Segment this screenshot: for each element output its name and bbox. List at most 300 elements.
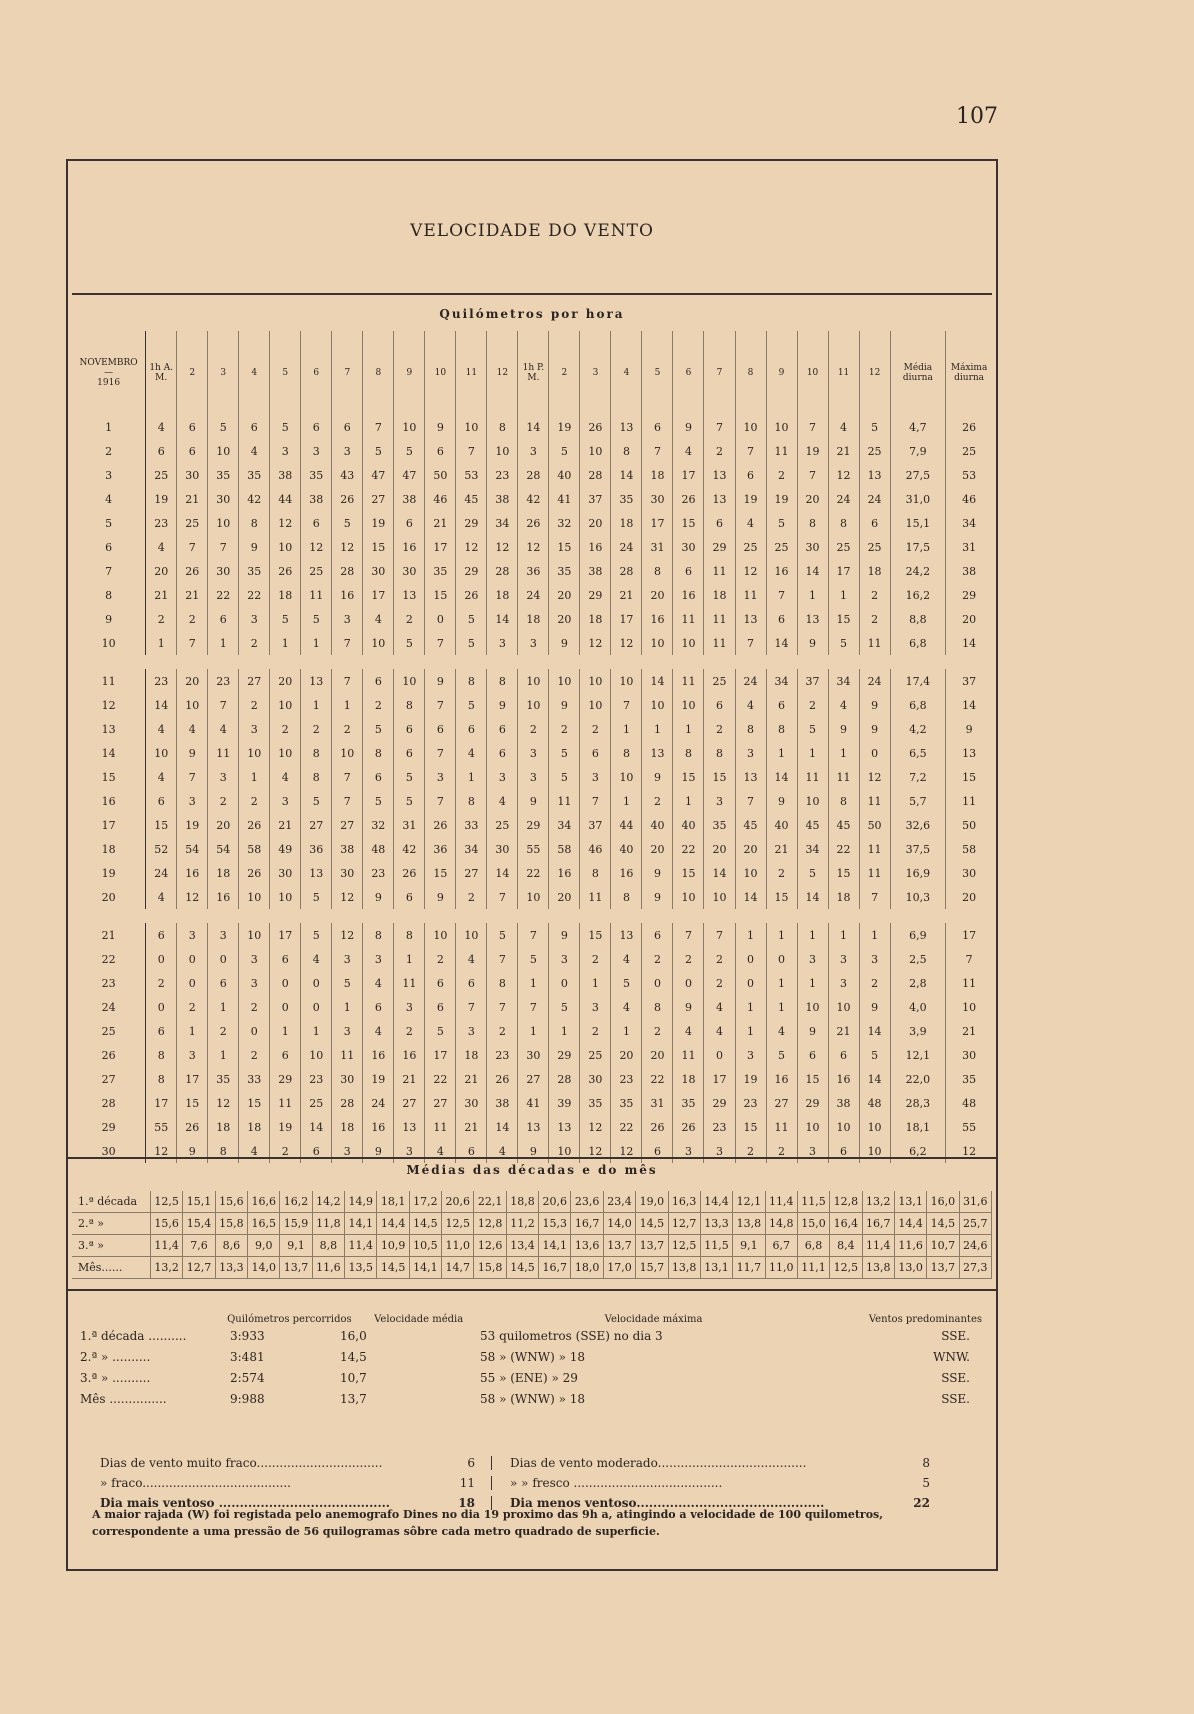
hour-value: 21 xyxy=(270,813,301,837)
day-cell: 28 xyxy=(72,1091,146,1115)
hour-value: 26 xyxy=(425,813,456,837)
maxima-value: 58 xyxy=(962,842,977,856)
table-row xyxy=(72,885,992,909)
hour-value: 5 xyxy=(859,415,890,439)
decada-value: 18,8 xyxy=(506,1191,538,1213)
hour-header: 2 xyxy=(549,331,580,415)
hour-value: 2 xyxy=(394,607,425,631)
hour-value: 13 xyxy=(611,415,642,439)
hour-value: 3 xyxy=(332,1139,363,1163)
hour-value: 2 xyxy=(177,995,208,1019)
decada-value: 14,1 xyxy=(409,1257,441,1279)
hour-value: 2 xyxy=(146,607,177,631)
table-row xyxy=(72,813,992,837)
hour-value: 46 xyxy=(580,837,611,861)
hour-value: 12 xyxy=(580,1139,611,1163)
hour-header: 6 xyxy=(301,331,332,415)
stats-left-value: 11 xyxy=(459,1476,475,1490)
hour-value: 12 xyxy=(580,1115,611,1139)
hour-value: 26 xyxy=(177,559,208,583)
hour-value: 1 xyxy=(301,693,332,717)
hour-value: 4 xyxy=(146,535,177,559)
summary-header xyxy=(72,1301,992,1325)
table-row xyxy=(72,535,992,559)
hour-value: 7 xyxy=(580,789,611,813)
hour-value: 6 xyxy=(146,923,177,947)
hour-value: 33 xyxy=(456,813,487,837)
hour-value: 4 xyxy=(363,607,394,631)
hour-value: 6 xyxy=(425,971,456,995)
hour-value: 34 xyxy=(766,669,797,693)
hour-value: 1 xyxy=(828,741,859,765)
hour-value: 21 xyxy=(828,439,859,463)
hour-value: 18 xyxy=(518,607,549,631)
hour-value: 12 xyxy=(456,535,487,559)
hour-value: 9 xyxy=(363,885,394,909)
decada-value: 13,3 xyxy=(700,1213,732,1235)
hour-value: 7 xyxy=(487,947,518,971)
hour-value: 10 xyxy=(394,415,425,439)
hour-value: 33 xyxy=(239,1067,270,1091)
summary-vento: SSE. xyxy=(941,1328,970,1343)
summary-block xyxy=(72,1301,992,1409)
hour-value: 15 xyxy=(239,1091,270,1115)
media-value: 7,2 xyxy=(890,765,946,789)
hour-value: 10 xyxy=(332,741,363,765)
hour-value: 6 xyxy=(363,765,394,789)
hour-value: 17 xyxy=(642,511,673,535)
maxima-value: 25 xyxy=(962,444,977,458)
hour-value: 6 xyxy=(177,439,208,463)
hour-value: 9 xyxy=(642,861,673,885)
hour-value: 8 xyxy=(394,923,425,947)
day-cell: 11 xyxy=(72,669,146,693)
hour-value: 1 xyxy=(301,1019,332,1043)
hour-value: 6 xyxy=(766,607,797,631)
hour-value: 12 xyxy=(518,535,549,559)
hour-value: 6 xyxy=(146,789,177,813)
hour-value: 7 xyxy=(518,923,549,947)
hour-value: 4 xyxy=(828,693,859,717)
hour-value: 4 xyxy=(239,1139,270,1163)
hour-value: 26 xyxy=(456,583,487,607)
decada-value: 11,4 xyxy=(345,1235,377,1257)
decada-value: 12,8 xyxy=(474,1213,506,1235)
decada-max: 24,6 xyxy=(959,1235,991,1257)
decada-value: 22,1 xyxy=(474,1191,506,1213)
hour-value: 8 xyxy=(797,511,828,535)
hour-value: 25 xyxy=(301,559,332,583)
hour-value: 17 xyxy=(146,1091,177,1115)
day-cell: 21 xyxy=(72,923,146,947)
hour-value: 50 xyxy=(425,463,456,487)
hour-value: 20 xyxy=(704,837,735,861)
hour-value: 11 xyxy=(766,439,797,463)
decada-value: 8,6 xyxy=(215,1235,247,1257)
hour-value: 10 xyxy=(239,885,270,909)
hour-value: 14 xyxy=(487,607,518,631)
decada-value: 6,8 xyxy=(797,1235,829,1257)
hour-value: 5 xyxy=(549,741,580,765)
hour-value: 23 xyxy=(487,463,518,487)
hour-value: 13 xyxy=(518,1115,549,1139)
hour-value: 29 xyxy=(704,1091,735,1115)
hour-value: 15 xyxy=(797,1067,828,1091)
hour-header: 12 xyxy=(487,331,518,415)
hour-value: 42 xyxy=(239,487,270,511)
hour-value: 28 xyxy=(332,1091,363,1115)
hour-value: 12 xyxy=(177,885,208,909)
hour-value: 6 xyxy=(208,607,239,631)
hour-value: 7 xyxy=(456,995,487,1019)
hour-value: 8 xyxy=(146,1043,177,1067)
day-cell: 15 xyxy=(72,765,146,789)
hour-value: 4 xyxy=(704,995,735,1019)
media-value: 37,5 xyxy=(890,837,946,861)
decada-row xyxy=(72,1213,992,1235)
hour-value: 34 xyxy=(487,511,518,535)
stats-right xyxy=(492,1476,930,1490)
hour-value: 26 xyxy=(394,861,425,885)
hour-value: 25 xyxy=(301,1091,332,1115)
hour-value: 23 xyxy=(735,1091,766,1115)
hour-value: 1 xyxy=(549,1019,580,1043)
hour-value: 8 xyxy=(487,669,518,693)
hour-header: 7 xyxy=(704,331,735,415)
hour-value: 13 xyxy=(859,463,890,487)
hour-value: 8 xyxy=(766,717,797,741)
hour-value: 12 xyxy=(332,923,363,947)
hour-value: 5 xyxy=(549,439,580,463)
hour-value: 14 xyxy=(487,1115,518,1139)
decada-value: 17,0 xyxy=(603,1257,635,1279)
hour-header: 8 xyxy=(363,331,394,415)
media-value: 28,3 xyxy=(890,1091,946,1115)
hour-value: 16 xyxy=(363,1043,394,1067)
hour-value: 3 xyxy=(549,947,580,971)
hour-value: 10 xyxy=(797,789,828,813)
table-row xyxy=(72,1115,992,1139)
hour-value: 8 xyxy=(673,741,704,765)
hour-value: 14 xyxy=(704,861,735,885)
hour-value: 2 xyxy=(859,583,890,607)
hour-value: 6 xyxy=(394,885,425,909)
hour-value: 42 xyxy=(518,487,549,511)
hour-value: 2 xyxy=(146,971,177,995)
hour-value: 5 xyxy=(363,789,394,813)
hour-value: 4 xyxy=(611,947,642,971)
media-value: 17,5 xyxy=(890,535,946,559)
hour-value: 7 xyxy=(332,631,363,655)
hour-value: 58 xyxy=(239,837,270,861)
hour-value: 6 xyxy=(301,511,332,535)
maxima-value: 9 xyxy=(965,722,973,736)
hour-value: 45 xyxy=(797,813,828,837)
hour-value: 26 xyxy=(487,1067,518,1091)
hour-value: 16 xyxy=(394,535,425,559)
hour-value: 10 xyxy=(611,669,642,693)
hour-value: 41 xyxy=(518,1091,549,1115)
hour-value: 6 xyxy=(456,971,487,995)
hour-value: 24 xyxy=(735,669,766,693)
hour-value: 40 xyxy=(642,813,673,837)
hour-value: 2 xyxy=(239,1043,270,1067)
hour-value: 3 xyxy=(208,923,239,947)
hour-value: 9 xyxy=(828,717,859,741)
hour-value: 26 xyxy=(332,487,363,511)
media-value: 16,9 xyxy=(890,861,946,885)
hour-header: 11 xyxy=(828,331,859,415)
hour-value: 5 xyxy=(766,511,797,535)
hour-value: 3 xyxy=(704,789,735,813)
decada-value: 13,1 xyxy=(700,1257,732,1279)
hour-value: 6 xyxy=(425,439,456,463)
hour-value: 3 xyxy=(518,439,549,463)
hour-value: 21 xyxy=(177,583,208,607)
hour-value: 1 xyxy=(208,995,239,1019)
hour-value: 23 xyxy=(611,1067,642,1091)
hour-value: 18 xyxy=(859,559,890,583)
hour-value: 9 xyxy=(518,789,549,813)
hour-value: 8 xyxy=(611,741,642,765)
hour-value: 4 xyxy=(425,1139,456,1163)
hour-value: 30 xyxy=(208,559,239,583)
hour-value: 47 xyxy=(394,463,425,487)
hour-header: 3 xyxy=(208,331,239,415)
hour-value: 35 xyxy=(301,463,332,487)
hour-value: 6 xyxy=(363,995,394,1019)
maxima-value: 26 xyxy=(962,420,977,434)
hour-value: 21 xyxy=(177,487,208,511)
hour-value: 6 xyxy=(766,693,797,717)
hour-value: 7 xyxy=(859,885,890,909)
media-value: 32,6 xyxy=(890,813,946,837)
hour-value: 1 xyxy=(859,923,890,947)
hour-value: 19 xyxy=(735,1067,766,1091)
hour-value: 9 xyxy=(177,1139,208,1163)
hour-value: 3 xyxy=(177,923,208,947)
maxima-value: 21 xyxy=(962,1024,977,1038)
hour-value: 1 xyxy=(301,631,332,655)
table-row xyxy=(72,995,992,1019)
stats-left-value: 18 xyxy=(458,1496,475,1510)
media-value: 27,5 xyxy=(890,463,946,487)
hour-value: 5 xyxy=(456,693,487,717)
hour-value: 49 xyxy=(270,837,301,861)
hour-value: 10 xyxy=(611,765,642,789)
hour-value: 24 xyxy=(518,583,549,607)
table-row xyxy=(72,765,992,789)
hour-value: 38 xyxy=(394,487,425,511)
decada-value: 14,1 xyxy=(345,1213,377,1235)
hour-value: 4 xyxy=(239,439,270,463)
hour-value: 10 xyxy=(177,693,208,717)
hour-value: 16 xyxy=(177,861,208,885)
maxima-value: 29 xyxy=(962,588,977,602)
hour-value: 45 xyxy=(828,813,859,837)
hour-value: 55 xyxy=(518,837,549,861)
hour-value: 6 xyxy=(425,717,456,741)
hour-value: 6 xyxy=(487,717,518,741)
hour-value: 34 xyxy=(828,669,859,693)
summary-km: 2:574 xyxy=(230,1370,265,1385)
hour-value: 11 xyxy=(704,559,735,583)
hour-value: 14 xyxy=(859,1019,890,1043)
hour-value: 9 xyxy=(518,1139,549,1163)
hour-value: 3 xyxy=(332,947,363,971)
hour-value: 4 xyxy=(270,765,301,789)
hour-value: 8 xyxy=(239,511,270,535)
hour-value: 12 xyxy=(580,631,611,655)
hour-value: 3 xyxy=(518,765,549,789)
hour-value: 19 xyxy=(363,1067,394,1091)
hour-value: 3 xyxy=(735,1043,766,1067)
hour-value: 48 xyxy=(859,1091,890,1115)
hour-value: 16 xyxy=(611,861,642,885)
hour-value: 4 xyxy=(363,1019,394,1043)
hour-value: 0 xyxy=(735,971,766,995)
hour-value: 27 xyxy=(239,669,270,693)
hour-value: 22 xyxy=(425,1067,456,1091)
hour-value: 27 xyxy=(301,813,332,837)
decada-value: 13,3 xyxy=(215,1257,247,1279)
hour-value: 3 xyxy=(177,789,208,813)
caption-decadas: Médias das décadas e do mês xyxy=(406,1163,658,1177)
hour-value: 6 xyxy=(642,1139,673,1163)
hour-value: 7 xyxy=(735,631,766,655)
hour-value: 22 xyxy=(208,583,239,607)
table-row xyxy=(72,693,992,717)
table-row xyxy=(72,1043,992,1067)
hour-value: 35 xyxy=(611,487,642,511)
hour-value: 12 xyxy=(487,535,518,559)
hour-value: 14 xyxy=(766,765,797,789)
hour-value: 3 xyxy=(208,765,239,789)
summary-row xyxy=(72,1325,992,1346)
hour-value: 0 xyxy=(270,971,301,995)
hour-value: 25 xyxy=(859,535,890,559)
hour-value: 45 xyxy=(456,487,487,511)
hourly-table xyxy=(72,331,992,1163)
header-ventos: Ventos predominantes xyxy=(868,1314,982,1325)
decada-value: 12,5 xyxy=(830,1257,862,1279)
hour-header: 1h A. M. xyxy=(146,331,177,415)
table-row xyxy=(72,583,992,607)
title-area xyxy=(72,161,992,295)
year-label: 1916 xyxy=(97,378,121,388)
hour-value: 9 xyxy=(363,1139,394,1163)
hour-value: 10 xyxy=(363,631,394,655)
hour-value: 2 xyxy=(859,607,890,631)
hour-value: 7 xyxy=(487,885,518,909)
decada-value: 13,8 xyxy=(862,1257,894,1279)
hour-value: 20 xyxy=(549,607,580,631)
hour-value: 15 xyxy=(735,1115,766,1139)
hour-value: 13 xyxy=(549,1115,580,1139)
spacer-row xyxy=(72,909,992,923)
hour-value: 36 xyxy=(518,559,549,583)
hour-value: 8 xyxy=(208,1139,239,1163)
hour-value: 2 xyxy=(239,693,270,717)
hour-value: 26 xyxy=(642,1115,673,1139)
hour-value: 3 xyxy=(518,631,549,655)
hour-value: 1 xyxy=(394,947,425,971)
hour-value: 30 xyxy=(797,535,828,559)
hour-value: 11 xyxy=(797,765,828,789)
hour-value: 20 xyxy=(797,487,828,511)
hour-value: 2 xyxy=(456,885,487,909)
hour-value: 23 xyxy=(301,1067,332,1091)
hour-value: 10 xyxy=(580,693,611,717)
hour-value: 28 xyxy=(518,463,549,487)
decada-row xyxy=(72,1257,992,1279)
hour-value: 0 xyxy=(425,607,456,631)
day-cell: 26 xyxy=(72,1043,146,1067)
separator xyxy=(68,1157,996,1159)
hour-value: 20 xyxy=(146,559,177,583)
hour-value: 38 xyxy=(580,559,611,583)
hour-value: 5 xyxy=(487,923,518,947)
hour-value: 4 xyxy=(146,765,177,789)
hour-value: 17 xyxy=(828,559,859,583)
hour-value: 0 xyxy=(704,1043,735,1067)
hour-value: 22 xyxy=(642,1067,673,1091)
hour-value: 11 xyxy=(704,631,735,655)
decada-label: 3.ª » xyxy=(72,1235,151,1257)
hour-value: 8 xyxy=(580,861,611,885)
decada-value: 14,4 xyxy=(377,1213,409,1235)
hour-value: 30 xyxy=(394,559,425,583)
hour-value: 8 xyxy=(363,741,394,765)
hour-value: 6 xyxy=(177,415,208,439)
hour-value: 22 xyxy=(611,1115,642,1139)
hour-value: 21 xyxy=(611,583,642,607)
hour-value: 10 xyxy=(580,439,611,463)
hour-value: 16 xyxy=(580,535,611,559)
day-cell: 29 xyxy=(72,1115,146,1139)
hour-value: 3 xyxy=(332,439,363,463)
hour-value: 7 xyxy=(208,693,239,717)
decada-label: 1.ª década xyxy=(72,1191,151,1213)
table-row xyxy=(72,439,992,463)
hour-value: 12 xyxy=(301,535,332,559)
hour-value: 25 xyxy=(766,535,797,559)
hour-value: 2 xyxy=(549,717,580,741)
hour-value: 40 xyxy=(611,837,642,861)
hour-value: 1 xyxy=(797,923,828,947)
hour-value: 7 xyxy=(673,923,704,947)
hour-value: 41 xyxy=(549,487,580,511)
maxima-value: 11 xyxy=(962,794,977,808)
hour-value: 6 xyxy=(828,1043,859,1067)
hour-value: 12 xyxy=(611,631,642,655)
hour-value: 20 xyxy=(611,1043,642,1067)
hour-value: 37 xyxy=(580,813,611,837)
hour-value: 14 xyxy=(859,1067,890,1091)
hour-value: 29 xyxy=(270,1067,301,1091)
hour-value: 25 xyxy=(177,511,208,535)
media-value: 6,8 xyxy=(890,631,946,655)
summary-media: 16,0 xyxy=(340,1328,367,1343)
decada-value: 12,5 xyxy=(151,1191,183,1213)
hour-value: 34 xyxy=(797,837,828,861)
hour-value: 6 xyxy=(425,995,456,1019)
hour-value: 11 xyxy=(549,789,580,813)
hour-value: 23 xyxy=(146,511,177,535)
decada-value: 12,5 xyxy=(668,1235,700,1257)
summary-label: 2.ª » .......... xyxy=(80,1349,151,1364)
hour-value: 9 xyxy=(766,789,797,813)
